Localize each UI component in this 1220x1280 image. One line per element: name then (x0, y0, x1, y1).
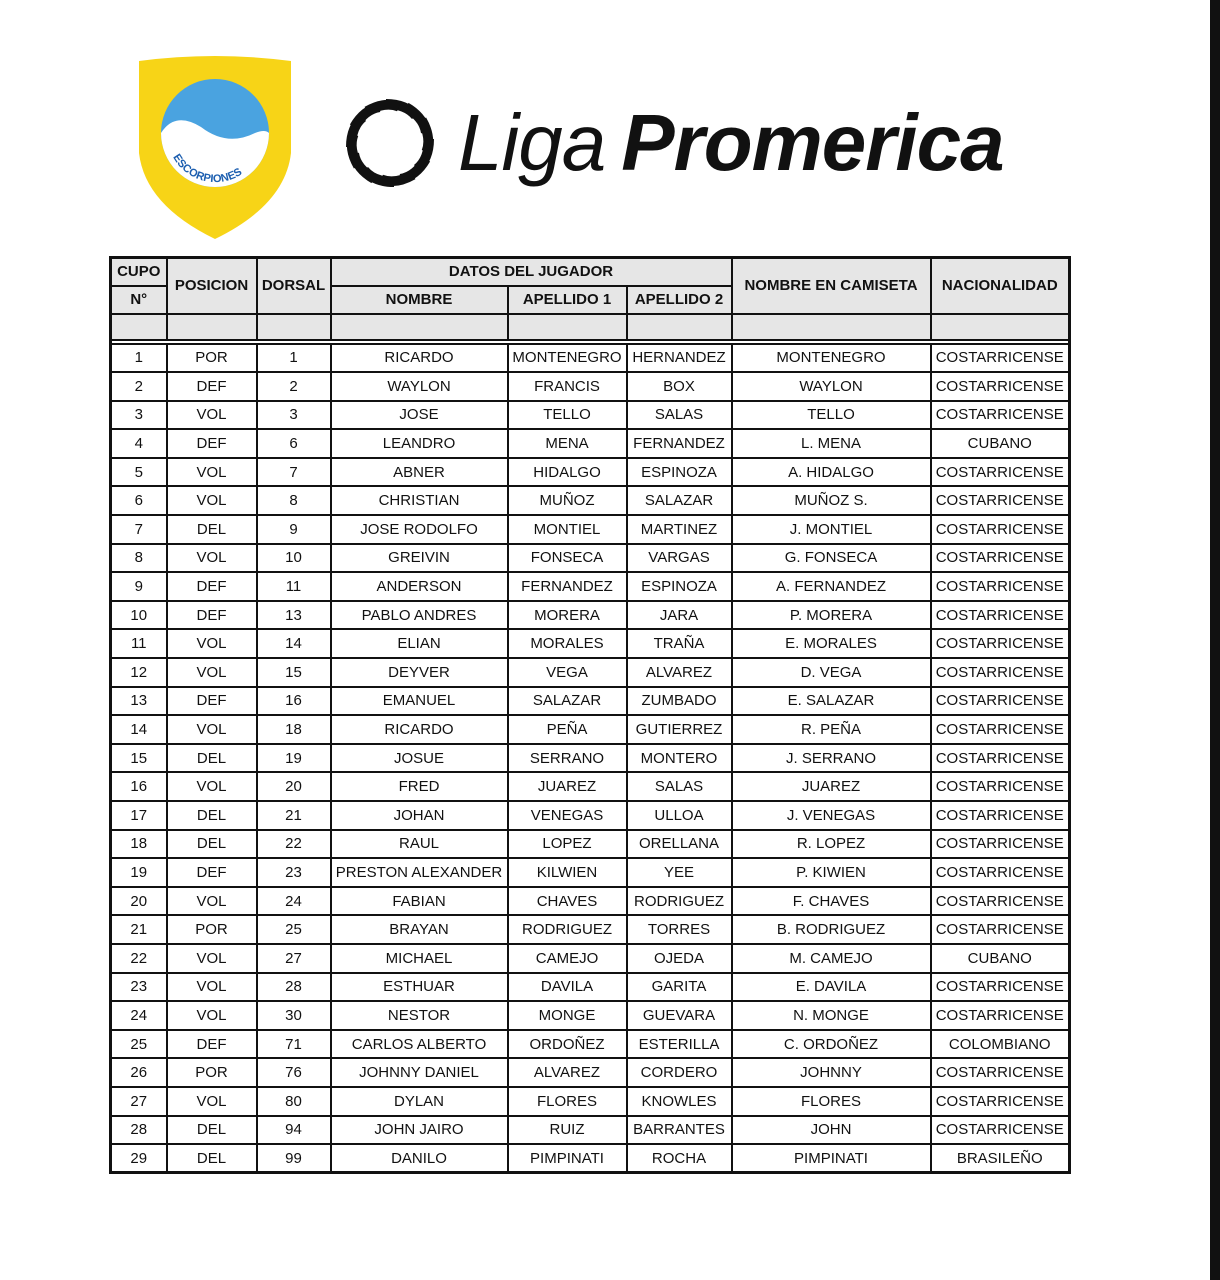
nombre-cell: JOSUE (331, 744, 508, 773)
cupo-cell: 9 (111, 572, 167, 601)
camiseta-cell: F. CHAVES (732, 887, 931, 916)
nacionalidad-cell: COSTARRICENSE (931, 715, 1070, 744)
dorsal-cell: 71 (257, 1030, 331, 1059)
dorsal-cell: 14 (257, 629, 331, 658)
cupo-cell: 25 (111, 1030, 167, 1059)
nacionalidad-cell: COSTARRICENSE (931, 1087, 1070, 1116)
camiseta-cell: P. MORERA (732, 601, 931, 630)
posicion-cell: DEF (167, 372, 257, 401)
table-row (111, 429, 1070, 458)
dorsal-cell: 28 (257, 973, 331, 1002)
header-cupo: CUPO (111, 258, 167, 286)
dorsal-cell: 2 (257, 372, 331, 401)
camiseta-cell: E. MORALES (732, 629, 931, 658)
cupo-cell: 11 (111, 629, 167, 658)
posicion-cell: DEL (167, 515, 257, 544)
posicion-cell: VOL (167, 658, 257, 687)
apellido-2-cell: CORDERO (627, 1058, 732, 1087)
posicion-cell: DEF (167, 572, 257, 601)
table-row (111, 944, 1070, 973)
dorsal-cell: 76 (257, 1058, 331, 1087)
cupo-cell: 24 (111, 1001, 167, 1030)
dorsal-cell: 20 (257, 772, 331, 801)
apellido-2-cell: OJEDA (627, 944, 732, 973)
apellido-2-cell: SALAS (627, 401, 732, 430)
cupo-cell: 20 (111, 887, 167, 916)
nombre-cell: DYLAN (331, 1087, 508, 1116)
nombre-cell: JOSE (331, 401, 508, 430)
camiseta-cell: TELLO (732, 401, 931, 430)
cupo-cell: 4 (111, 429, 167, 458)
apellido-1-cell: ORDOÑEZ (508, 1030, 627, 1059)
cupo-cell: 12 (111, 658, 167, 687)
nombre-cell: RICARDO (331, 344, 508, 373)
table-row (111, 715, 1070, 744)
table-row (111, 1030, 1070, 1059)
apellido-2-cell: FERNANDEZ (627, 429, 732, 458)
posicion-cell: POR (167, 915, 257, 944)
apellido-1-cell: MORALES (508, 629, 627, 658)
camiseta-cell: WAYLON (732, 372, 931, 401)
posicion-cell: VOL (167, 544, 257, 573)
posicion-cell: VOL (167, 973, 257, 1002)
camiseta-cell: G. FONSECA (732, 544, 931, 573)
posicion-cell: VOL (167, 1087, 257, 1116)
cupo-cell: 16 (111, 772, 167, 801)
nombre-cell: CARLOS ALBERTO (331, 1030, 508, 1059)
dorsal-cell: 94 (257, 1116, 331, 1145)
posicion-cell: VOL (167, 629, 257, 658)
dorsal-cell: 21 (257, 801, 331, 830)
nacionalidad-cell: COSTARRICENSE (931, 658, 1070, 687)
apellido-1-cell: LOPEZ (508, 830, 627, 859)
apellido-2-cell: ESPINOZA (627, 458, 732, 487)
dorsal-cell: 99 (257, 1144, 331, 1173)
dorsal-cell: 24 (257, 887, 331, 916)
posicion-cell: POR (167, 344, 257, 373)
camiseta-cell: JUAREZ (732, 772, 931, 801)
nombre-cell: RICARDO (331, 715, 508, 744)
table-row (111, 658, 1070, 687)
posicion-cell: DEL (167, 801, 257, 830)
cupo-cell: 23 (111, 973, 167, 1002)
apellido-1-cell: FRANCIS (508, 372, 627, 401)
nombre-cell: MICHAEL (331, 944, 508, 973)
apellido-2-cell: TORRES (627, 915, 732, 944)
nombre-cell: JOHNNY DANIEL (331, 1058, 508, 1087)
posicion-cell: DEF (167, 858, 257, 887)
apellido-2-cell: BARRANTES (627, 1116, 732, 1145)
dorsal-cell: 25 (257, 915, 331, 944)
liga-promerica-swirl-icon (340, 95, 450, 191)
posicion-cell: DEL (167, 744, 257, 773)
cupo-cell: 27 (111, 1087, 167, 1116)
apellido-1-cell: PEÑA (508, 715, 627, 744)
camiseta-cell: C. ORDOÑEZ (732, 1030, 931, 1059)
dorsal-cell: 80 (257, 1087, 331, 1116)
apellido-1-cell: MONGE (508, 1001, 627, 1030)
header-datos-jugador: DATOS DEL JUGADOR (331, 258, 732, 286)
apellido-2-cell: ULLOA (627, 801, 732, 830)
apellido-1-cell: RODRIGUEZ (508, 915, 627, 944)
posicion-cell: VOL (167, 887, 257, 916)
camiseta-cell: E. SALAZAR (732, 687, 931, 716)
apellido-1-cell: FONSECA (508, 544, 627, 573)
nombre-cell: PRESTON ALEXANDER (331, 858, 508, 887)
table-row (111, 887, 1070, 916)
dorsal-cell: 13 (257, 601, 331, 630)
table-row (111, 629, 1070, 658)
camiseta-cell: JOHN (732, 1116, 931, 1145)
cupo-cell: 26 (111, 1058, 167, 1087)
camiseta-cell: A. FERNANDEZ (732, 572, 931, 601)
dorsal-cell: 22 (257, 830, 331, 859)
camiseta-cell: PIMPINATI (732, 1144, 931, 1173)
camiseta-cell: B. RODRIGUEZ (732, 915, 931, 944)
dorsal-cell: 15 (257, 658, 331, 687)
nacionalidad-cell: COSTARRICENSE (931, 915, 1070, 944)
dorsal-cell: 11 (257, 572, 331, 601)
apellido-2-cell: HERNANDEZ (627, 344, 732, 373)
apellido-2-cell: YEE (627, 858, 732, 887)
nacionalidad-cell: COSTARRICENSE (931, 544, 1070, 573)
dorsal-cell: 1 (257, 344, 331, 373)
apellido-1-cell: JUAREZ (508, 772, 627, 801)
nombre-cell: ESTHUAR (331, 973, 508, 1002)
posicion-cell: VOL (167, 772, 257, 801)
camiseta-cell: N. MONGE (732, 1001, 931, 1030)
cupo-cell: 7 (111, 515, 167, 544)
nombre-cell: EMANUEL (331, 687, 508, 716)
nombre-cell: RAUL (331, 830, 508, 859)
apellido-2-cell: GUEVARA (627, 1001, 732, 1030)
posicion-cell: DEF (167, 429, 257, 458)
nacionalidad-cell: COSTARRICENSE (931, 486, 1070, 515)
apellido-2-cell: MARTINEZ (627, 515, 732, 544)
apellido-2-cell: SALAZAR (627, 486, 732, 515)
apellido-2-cell: ROCHA (627, 1144, 732, 1173)
cupo-cell: 29 (111, 1144, 167, 1173)
table-row (111, 915, 1070, 944)
crest-text: ESCORPIONES (170, 152, 245, 186)
nacionalidad-cell: COSTARRICENSE (931, 515, 1070, 544)
dorsal-cell: 7 (257, 458, 331, 487)
camiseta-cell: JOHNNY (732, 1058, 931, 1087)
roster-body (111, 344, 1070, 1173)
camiseta-cell: E. DAVILA (732, 973, 931, 1002)
apellido-2-cell: MONTERO (627, 744, 732, 773)
dorsal-cell: 10 (257, 544, 331, 573)
header-nombre: NOMBRE (331, 286, 508, 314)
league-name-light: Liga (458, 98, 606, 187)
apellido-2-cell: ALVAREZ (627, 658, 732, 687)
apellido-1-cell: MORERA (508, 601, 627, 630)
table-row (111, 1144, 1070, 1173)
nombre-cell: ELIAN (331, 629, 508, 658)
header-nombre-camiseta: NOMBRE EN CAMISETA (732, 258, 931, 314)
table-row (111, 772, 1070, 801)
apellido-2-cell: TRAÑA (627, 629, 732, 658)
apellido-1-cell: MONTENEGRO (508, 344, 627, 373)
nombre-cell: PABLO ANDRES (331, 601, 508, 630)
cupo-cell: 28 (111, 1116, 167, 1145)
dorsal-cell: 6 (257, 429, 331, 458)
nombre-cell: FABIAN (331, 887, 508, 916)
escorpiones-crest-logo (135, 55, 295, 241)
roster-table (109, 256, 1071, 1174)
apellido-2-cell: ESPINOZA (627, 572, 732, 601)
nombre-cell: GREIVIN (331, 544, 508, 573)
apellido-2-cell: SALAS (627, 772, 732, 801)
cupo-cell: 8 (111, 544, 167, 573)
nacionalidad-cell: COSTARRICENSE (931, 1116, 1070, 1145)
posicion-cell: VOL (167, 715, 257, 744)
dorsal-cell: 16 (257, 687, 331, 716)
nombre-cell: WAYLON (331, 372, 508, 401)
dorsal-cell: 19 (257, 744, 331, 773)
header-nacionalidad: NACIONALIDAD (931, 258, 1070, 314)
table-row (111, 486, 1070, 515)
table-row (111, 515, 1070, 544)
nacionalidad-cell: COSTARRICENSE (931, 801, 1070, 830)
nombre-cell: JOHN JAIRO (331, 1116, 508, 1145)
posicion-cell: VOL (167, 401, 257, 430)
camiseta-cell: M. CAMEJO (732, 944, 931, 973)
camiseta-cell: FLORES (732, 1087, 931, 1116)
apellido-1-cell: CHAVES (508, 887, 627, 916)
apellido-2-cell: JARA (627, 601, 732, 630)
nombre-cell: ABNER (331, 458, 508, 487)
nacionalidad-cell: COLOMBIANO (931, 1030, 1070, 1059)
apellido-1-cell: MONTIEL (508, 515, 627, 544)
nombre-cell: DANILO (331, 1144, 508, 1173)
nacionalidad-cell: COSTARRICENSE (931, 744, 1070, 773)
camiseta-cell: D. VEGA (732, 658, 931, 687)
nombre-cell: BRAYAN (331, 915, 508, 944)
apellido-1-cell: VENEGAS (508, 801, 627, 830)
posicion-cell: VOL (167, 944, 257, 973)
nacionalidad-cell: CUBANO (931, 429, 1070, 458)
camiseta-cell: R. LOPEZ (732, 830, 931, 859)
cupo-cell: 18 (111, 830, 167, 859)
cupo-cell: 19 (111, 858, 167, 887)
nacionalidad-cell: COSTARRICENSE (931, 601, 1070, 630)
cupo-cell: 17 (111, 801, 167, 830)
cupo-cell: 6 (111, 486, 167, 515)
nacionalidad-cell: COSTARRICENSE (931, 887, 1070, 916)
apellido-2-cell: GARITA (627, 973, 732, 1002)
posicion-cell: DEL (167, 1116, 257, 1145)
apellido-1-cell: DAVILA (508, 973, 627, 1002)
camiseta-cell: J. MONTIEL (732, 515, 931, 544)
apellido-2-cell: ZUMBADO (627, 687, 732, 716)
apellido-2-cell: ORELLANA (627, 830, 732, 859)
table-row (111, 1001, 1070, 1030)
apellido-1-cell: TELLO (508, 401, 627, 430)
dorsal-cell: 27 (257, 944, 331, 973)
nacionalidad-cell: COSTARRICENSE (931, 401, 1070, 430)
table-row (111, 401, 1070, 430)
posicion-cell: DEF (167, 601, 257, 630)
apellido-2-cell: ESTERILLA (627, 1030, 732, 1059)
table-row (111, 687, 1070, 716)
nacionalidad-cell: COSTARRICENSE (931, 687, 1070, 716)
cupo-cell: 21 (111, 915, 167, 944)
apellido-2-cell: VARGAS (627, 544, 732, 573)
posicion-cell: DEL (167, 1144, 257, 1173)
dorsal-cell: 9 (257, 515, 331, 544)
nacionalidad-cell: COSTARRICENSE (931, 973, 1070, 1002)
nacionalidad-cell: COSTARRICENSE (931, 572, 1070, 601)
camiseta-cell: MONTENEGRO (732, 344, 931, 373)
header-posicion: POSICION (167, 258, 257, 314)
apellido-2-cell: GUTIERREZ (627, 715, 732, 744)
apellido-1-cell: SERRANO (508, 744, 627, 773)
nacionalidad-cell: COSTARRICENSE (931, 372, 1070, 401)
posicion-cell: VOL (167, 486, 257, 515)
nacionalidad-cell: BRASILEÑO (931, 1144, 1070, 1173)
league-wordmark (458, 95, 1004, 191)
nacionalidad-cell: COSTARRICENSE (931, 772, 1070, 801)
dorsal-cell: 8 (257, 486, 331, 515)
cupo-cell: 3 (111, 401, 167, 430)
table-row (111, 544, 1070, 573)
cupo-cell: 13 (111, 687, 167, 716)
header-dorsal: DORSAL (257, 258, 331, 314)
nombre-cell: JOHAN (331, 801, 508, 830)
cupo-cell: 1 (111, 344, 167, 373)
apellido-1-cell: PIMPINATI (508, 1144, 627, 1173)
table-row (111, 1116, 1070, 1145)
blank-row (111, 314, 1070, 340)
cupo-cell: 22 (111, 944, 167, 973)
header-apellido-1: APELLIDO 1 (508, 286, 627, 314)
camiseta-cell: R. PEÑA (732, 715, 931, 744)
nacionalidad-cell: COSTARRICENSE (931, 830, 1070, 859)
posicion-cell: DEL (167, 830, 257, 859)
dorsal-cell: 23 (257, 858, 331, 887)
cupo-cell: 14 (111, 715, 167, 744)
table-row (111, 601, 1070, 630)
table-row (111, 344, 1070, 373)
apellido-1-cell: CAMEJO (508, 944, 627, 973)
table-row (111, 858, 1070, 887)
nacionalidad-cell: COSTARRICENSE (931, 344, 1070, 373)
apellido-1-cell: FERNANDEZ (508, 572, 627, 601)
nacionalidad-cell: COSTARRICENSE (931, 629, 1070, 658)
table-row (111, 458, 1070, 487)
apellido-1-cell: MENA (508, 429, 627, 458)
apellido-1-cell: HIDALGO (508, 458, 627, 487)
camiseta-cell: L. MENA (732, 429, 931, 458)
posicion-cell: POR (167, 1058, 257, 1087)
nombre-cell: JOSE RODOLFO (331, 515, 508, 544)
table-row (111, 372, 1070, 401)
camiseta-cell: P. KIWIEN (732, 858, 931, 887)
nacionalidad-cell: COSTARRICENSE (931, 458, 1070, 487)
camiseta-cell: A. HIDALGO (732, 458, 931, 487)
posicion-cell: DEF (167, 687, 257, 716)
table-row (111, 830, 1070, 859)
nacionalidad-cell: COSTARRICENSE (931, 1058, 1070, 1087)
posicion-cell: VOL (167, 458, 257, 487)
apellido-2-cell: KNOWLES (627, 1087, 732, 1116)
apellido-1-cell: RUIZ (508, 1116, 627, 1145)
apellido-1-cell: MUÑOZ (508, 486, 627, 515)
apellido-1-cell: VEGA (508, 658, 627, 687)
dorsal-cell: 3 (257, 401, 331, 430)
camiseta-cell: MUÑOZ S. (732, 486, 931, 515)
posicion-cell: VOL (167, 1001, 257, 1030)
apellido-1-cell: ALVAREZ (508, 1058, 627, 1087)
apellido-1-cell: SALAZAR (508, 687, 627, 716)
table-row (111, 572, 1070, 601)
header-apellido-2: APELLIDO 2 (627, 286, 732, 314)
cupo-cell: 5 (111, 458, 167, 487)
table-row (111, 1087, 1070, 1116)
nombre-cell: NESTOR (331, 1001, 508, 1030)
apellido-1-cell: KILWIEN (508, 858, 627, 887)
cupo-cell: 15 (111, 744, 167, 773)
apellido-2-cell: RODRIGUEZ (627, 887, 732, 916)
dorsal-cell: 18 (257, 715, 331, 744)
league-name-bold: Promerica (621, 98, 1004, 187)
cupo-cell: 10 (111, 601, 167, 630)
camiseta-cell: J. SERRANO (732, 744, 931, 773)
camiseta-cell: J. VENEGAS (732, 801, 931, 830)
apellido-1-cell: FLORES (508, 1087, 627, 1116)
nacionalidad-cell: COSTARRICENSE (931, 1001, 1070, 1030)
nacionalidad-cell: CUBANO (931, 944, 1070, 973)
page-edge (1210, 0, 1220, 1280)
posicion-cell: DEF (167, 1030, 257, 1059)
nombre-cell: CHRISTIAN (331, 486, 508, 515)
nombre-cell: DEYVER (331, 658, 508, 687)
nombre-cell: FRED (331, 772, 508, 801)
table-row (111, 973, 1070, 1002)
header-numero: N° (111, 286, 167, 314)
table-row (111, 1058, 1070, 1087)
table-row (111, 744, 1070, 773)
cupo-cell: 2 (111, 372, 167, 401)
table-row (111, 801, 1070, 830)
nacionalidad-cell: COSTARRICENSE (931, 858, 1070, 887)
nombre-cell: ANDERSON (331, 572, 508, 601)
apellido-2-cell: BOX (627, 372, 732, 401)
nombre-cell: LEANDRO (331, 429, 508, 458)
dorsal-cell: 30 (257, 1001, 331, 1030)
